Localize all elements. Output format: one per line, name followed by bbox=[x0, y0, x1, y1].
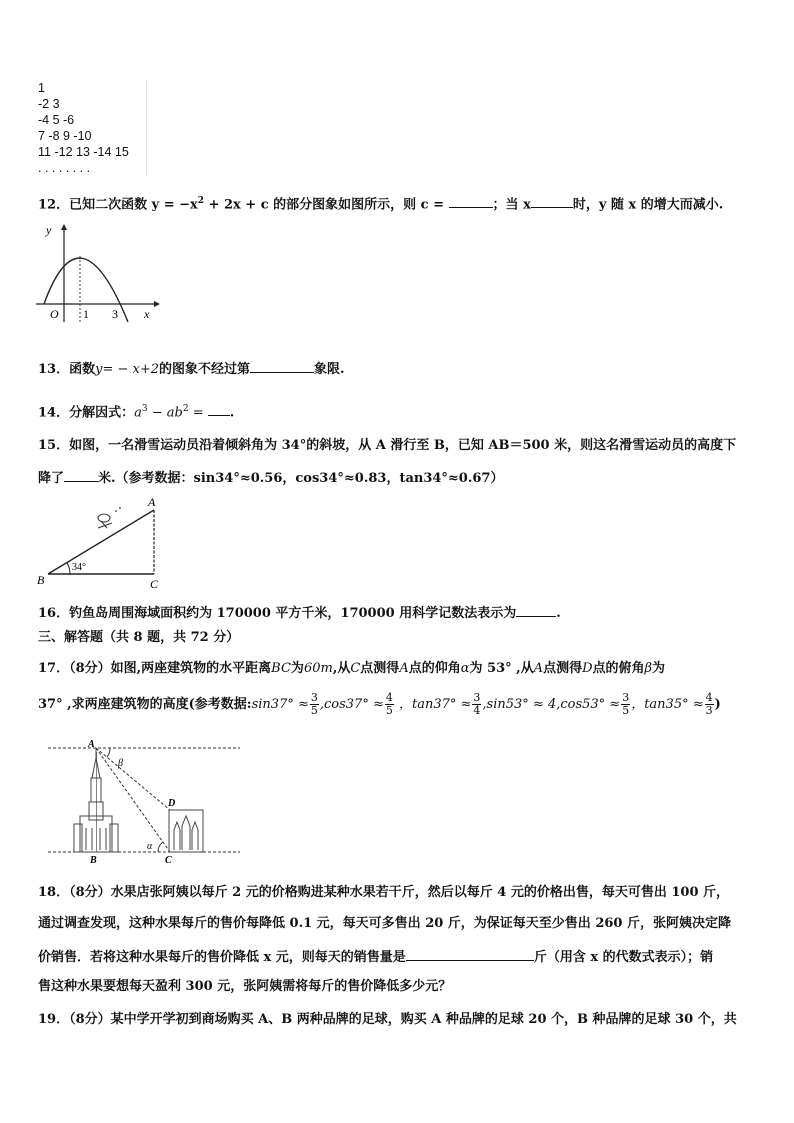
q13-text-b: 的图象不经过第 bbox=[158, 362, 250, 377]
question-12 bbox=[38, 194, 723, 212]
q14-formula-c: = bbox=[188, 405, 208, 421]
q17-alpha: α bbox=[460, 661, 470, 676]
answer-blank[interactable] bbox=[250, 360, 314, 373]
q14-formula-a: a bbox=[134, 405, 142, 421]
q17-text: ,从 bbox=[332, 661, 351, 676]
q17-sin53-cos53: ,sin53° ≈ 4,cos53° ≈ bbox=[482, 697, 621, 712]
section-heading: 三、解答题（共 8 题，共 72 分） bbox=[38, 630, 240, 645]
label-beta: β bbox=[118, 758, 123, 769]
label-3: 3 bbox=[112, 307, 118, 321]
church-building-icon bbox=[169, 810, 203, 852]
q17-sin37: sin37° ≈ bbox=[251, 697, 309, 712]
denominator: 5 bbox=[385, 704, 393, 717]
fraction bbox=[705, 692, 714, 717]
question-18-line4: 售这种水果要想每天盈利 300 元，张阿姨需将每斤的售价降低多少元？ bbox=[38, 979, 452, 994]
numerator: 3 bbox=[473, 691, 481, 704]
q14-formula-b: − ab bbox=[147, 405, 183, 421]
q15-line2-a: 降了 bbox=[38, 471, 65, 486]
q16-text-a: 16．钓鱼岛周围海域面积约为 170000 平方千米，170000 用科学记数法表示为 bbox=[38, 606, 517, 621]
sight-line-ad bbox=[96, 748, 170, 810]
question-14 bbox=[38, 402, 234, 420]
x-axis-arrow bbox=[154, 301, 160, 307]
numerator: 3 bbox=[622, 691, 630, 704]
q17-text: 为 bbox=[290, 661, 304, 676]
triangle-row: 1 bbox=[38, 81, 45, 95]
answer-blank[interactable] bbox=[516, 604, 556, 617]
triangle-row: . . . . . . . . bbox=[38, 161, 91, 175]
triangle-border bbox=[146, 80, 147, 176]
label-b: B bbox=[37, 573, 45, 587]
sight-line-ac bbox=[96, 748, 170, 852]
numerator: 4 bbox=[385, 691, 393, 704]
tower-height-line bbox=[96, 752, 97, 852]
label-c: C bbox=[150, 577, 159, 591]
q12-text-b: + 2x + c 的部分图象如图所示，则 c = bbox=[204, 197, 449, 213]
q17-text: ) bbox=[714, 697, 721, 712]
q13-text-a: 13．函数 bbox=[38, 362, 96, 377]
q17-tan35: ，tan35° ≈ bbox=[631, 697, 704, 712]
q17-distance: 60m bbox=[303, 661, 333, 676]
parabola-graph bbox=[30, 218, 162, 326]
label-origin: O bbox=[50, 307, 59, 321]
slope-ab bbox=[48, 510, 154, 574]
denominator: 5 bbox=[310, 704, 318, 717]
q13-text-c: 象限. bbox=[314, 362, 345, 377]
question-17-line1 bbox=[38, 661, 665, 676]
q17-var-d: D bbox=[582, 661, 593, 676]
question-19-line1: 19．（8分）某中学开学初到商场购买 A、B 两种品牌的足球，购买 A 种品牌的足球 20 个，B 种品牌的足球 30 个，共 bbox=[38, 1012, 737, 1027]
label-angle: 34° bbox=[72, 562, 86, 573]
q17-var-a: A bbox=[399, 661, 409, 676]
fraction bbox=[472, 692, 481, 717]
q17-text: 点测得 bbox=[360, 661, 400, 676]
triangle-row: -2 3 bbox=[38, 97, 60, 111]
q17-tan37: ，tan37° ≈ bbox=[394, 697, 472, 712]
q14-sup-b: 2 bbox=[182, 404, 189, 414]
q14-text-end: . bbox=[229, 405, 235, 421]
question-15-line2 bbox=[38, 469, 503, 486]
q17-text: 为 53° ,从 bbox=[469, 661, 534, 676]
question-17-line2 bbox=[38, 692, 721, 718]
angle-arc bbox=[67, 563, 70, 574]
q15-line2-b: 米.（参考数据：sin34°≈0.56，cos34°≈0.83，tan34°≈0.67） bbox=[98, 471, 504, 486]
q12-text-a: 12．已知二次函数 y = −x bbox=[38, 197, 198, 213]
denominator: 5 bbox=[622, 704, 630, 717]
question-16 bbox=[38, 604, 561, 621]
label-a: A bbox=[148, 495, 156, 509]
answer-blank[interactable] bbox=[406, 948, 534, 961]
q17-cos37: ,cos37° ≈ bbox=[319, 697, 384, 712]
question-18-line2: 通过调查发现，这种水果每斤的售价每降低 0.1 元，每天可多售出 20 斤，为保证每天至少售出 260 斤，张阿姨决定降 bbox=[38, 916, 731, 931]
slope-figure bbox=[34, 494, 174, 592]
q14-text-a: 14．分解因式： bbox=[38, 405, 135, 421]
q17-text: 点测得 bbox=[543, 661, 583, 676]
answer-blank[interactable] bbox=[64, 469, 98, 482]
q18-line3-a: 价销售．若将这种水果每斤的售价降低 x 元，则每天的销售量是 bbox=[38, 950, 406, 965]
label-d: D bbox=[168, 798, 176, 809]
answer-blank[interactable] bbox=[531, 195, 573, 208]
label-alpha: α bbox=[147, 841, 153, 852]
fraction bbox=[310, 692, 319, 717]
q12-text-c: ；当 x bbox=[492, 197, 531, 213]
label-1: 1 bbox=[83, 307, 89, 321]
skier-icon bbox=[98, 507, 121, 528]
fraction bbox=[621, 692, 630, 717]
q13-formula: y= − x+2 bbox=[95, 362, 159, 377]
answer-blank[interactable] bbox=[208, 403, 230, 416]
q17-text: 17．（8分）如图,两座建筑物的水平距离 bbox=[38, 661, 272, 676]
label-c: C bbox=[165, 855, 172, 866]
question-18-line3 bbox=[38, 948, 713, 965]
denominator: 3 bbox=[705, 704, 713, 717]
q17-text: 为 bbox=[652, 661, 666, 676]
triangle-row: -4 5 -6 bbox=[38, 113, 75, 127]
q17-var-bc: BC bbox=[271, 661, 291, 676]
y-axis-arrow bbox=[61, 224, 67, 230]
label-a: A bbox=[88, 739, 95, 750]
alpha-arc bbox=[158, 842, 163, 852]
triangle-row: 11 -12 13 -14 15 bbox=[38, 145, 129, 159]
triangle-row: 7 -8 9 -10 bbox=[38, 129, 92, 143]
answer-blank[interactable] bbox=[449, 195, 493, 208]
denominator: 4 bbox=[473, 704, 481, 717]
q12-sup: 2 bbox=[197, 196, 205, 206]
beta-arc bbox=[107, 748, 110, 757]
question-15-line1: 15．如图，一名滑雪运动员沿着倾斜角为 34°的斜坡，从 A 滑行至 B，已知 AB＝500 米，则这名滑雪运动员的高度下 bbox=[38, 438, 737, 453]
question-18-line1: 18．（8分）水果店张阿姨以每斤 2 元的价格购进某种水果若干斤，然后以每斤 4 元的价格出售，每天可售出 100 斤， bbox=[38, 885, 730, 900]
q12-text-d: 时，y 随 x 的增大而减小. bbox=[572, 197, 724, 213]
label-b: B bbox=[90, 855, 97, 866]
q16-text-end: . bbox=[556, 606, 561, 621]
q17-var-c: C bbox=[350, 661, 361, 676]
q17-beta: β bbox=[644, 661, 653, 676]
label-x: x bbox=[144, 307, 150, 321]
numerator: 3 bbox=[310, 691, 318, 704]
buildings-figure bbox=[46, 738, 242, 866]
q17-var-a: A bbox=[533, 661, 544, 676]
q18-line3-b: 斤（用含 x 的代数式表示）；销 bbox=[533, 950, 714, 965]
q14-sup-a: 3 bbox=[141, 404, 148, 414]
q17-text: 37° ,求两座建筑物的高度(参考数据: bbox=[38, 697, 252, 712]
q17-text: 点的俯角 bbox=[592, 661, 645, 676]
number-triangle bbox=[38, 80, 129, 176]
numerator: 4 bbox=[705, 691, 713, 704]
fraction bbox=[385, 692, 394, 717]
question-13 bbox=[38, 360, 345, 377]
label-y: y bbox=[46, 223, 52, 237]
q17-text: 点的仰角 bbox=[408, 661, 461, 676]
